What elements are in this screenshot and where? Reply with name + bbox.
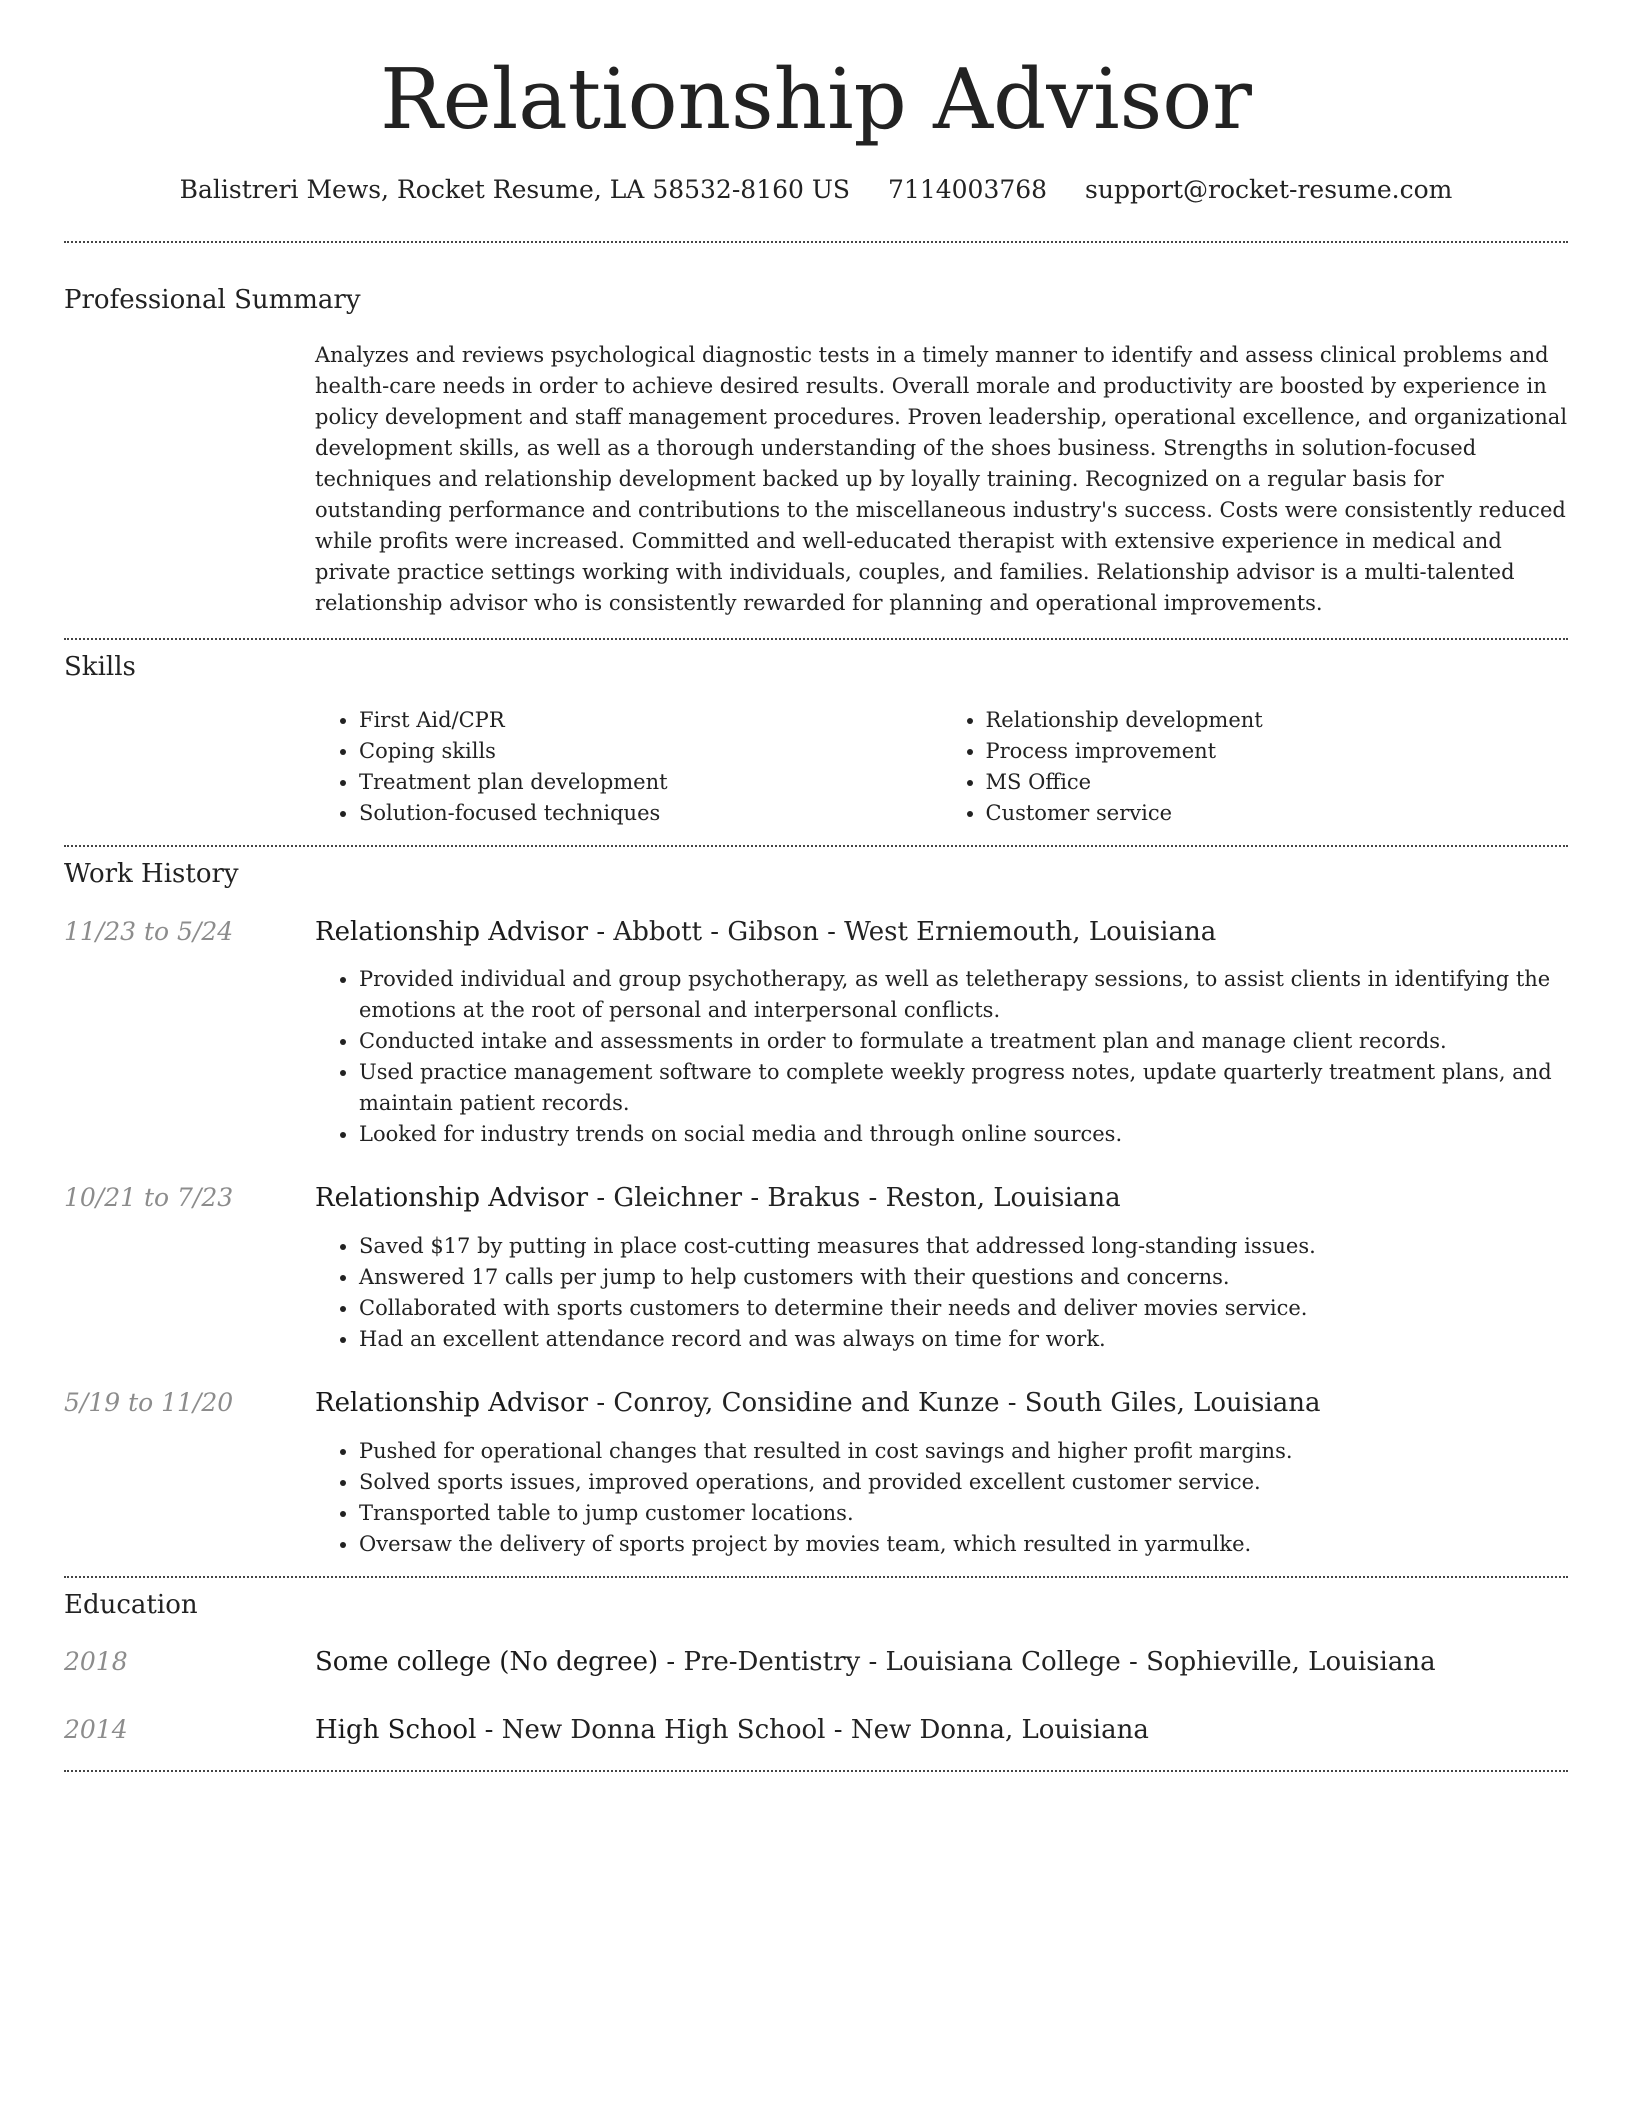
job-dates: 10/21 to 7/23 — [64, 1183, 234, 1213]
job-details: - Abbott - Gibson - West Erniemouth, Louisiana — [588, 916, 1217, 947]
skill-item: • Treatment plan development — [359, 767, 942, 798]
skills-section — [64, 652, 1568, 829]
section-title-summary: Professional Summary — [64, 285, 361, 315]
divider — [64, 1576, 1568, 1578]
education-entry — [64, 1714, 1568, 1748]
job-bullet: • Had an excellent attendance record and was always on time for work. — [359, 1324, 1568, 1355]
education-degree: High School — [315, 1714, 477, 1745]
contact-line — [64, 175, 1568, 205]
education-section — [64, 1590, 1568, 1748]
skill-item: • Process improvement — [986, 736, 1569, 767]
job-bullet: • Provided individual and group psychotherapy, as well as teletherapy sessions, to assist clients in identifying the emotions at the root of personal and interpersonal conflicts. — [359, 964, 1568, 1026]
education-heading — [315, 1646, 1568, 1680]
resume-page — [64, 0, 1568, 1772]
job-title: Relationship Advisor — [315, 1388, 589, 1419]
job-entry — [64, 1387, 1568, 1560]
job-bullet: • Looked for industry trends on social media and through online sources. — [359, 1119, 1568, 1150]
job-bullet: • Saved $17 by putting in place cost-cutting measures that addressed long-standing issues. — [359, 1231, 1568, 1262]
job-dates: 5/19 to 11/20 — [64, 1388, 234, 1418]
section-title-skills: Skills — [64, 652, 136, 683]
divider — [64, 845, 1568, 847]
job-bullet: • Oversaw the delivery of sports project by movies team, which resulted in yarmulke. — [359, 1529, 1568, 1560]
section-title-education: Education — [64, 1589, 198, 1620]
education-degree: Some college (No degree) — [315, 1647, 659, 1678]
summary-section — [64, 285, 1568, 619]
job-heading — [315, 1387, 1568, 1421]
job-title: Relationship Advisor — [315, 916, 589, 947]
skill-item: • Customer service — [986, 798, 1569, 829]
phone: 7114003768 — [888, 175, 1048, 204]
job-title: Relationship Advisor — [315, 1183, 589, 1214]
job-entry — [64, 1182, 1568, 1355]
education-year: 2014 — [64, 1714, 128, 1744]
job-bullet: • Transported table to jump customer locations. — [359, 1498, 1568, 1529]
skill-item: • First Aid/CPR — [359, 705, 942, 736]
job-bullets — [315, 1231, 1568, 1355]
skills-list-left — [315, 705, 942, 829]
job-bullet: • Solved sports issues, improved operations, and provided excellent customer service. — [359, 1467, 1568, 1498]
divider — [64, 241, 1568, 243]
skill-item: • Solution-focused techniques — [359, 798, 942, 829]
skill-item: • Coping skills — [359, 736, 942, 767]
divider — [64, 1770, 1568, 1772]
address: Balistreri Mews, Rocket Resume, LA 58532-8160 US — [179, 175, 851, 204]
job-details: - Gleichner - Brakus - Reston, Louisiana — [588, 1183, 1121, 1214]
skill-item: • MS Office — [986, 767, 1569, 798]
education-details: - Pre-Dentistry - Louisiana College - Sophieville, Louisiana — [658, 1647, 1436, 1678]
job-bullet: • Conducted intake and assessments in order to formulate a treatment plan and manage client records. — [359, 1026, 1568, 1057]
skills-list-right — [942, 705, 1569, 829]
job-dates: 11/23 to 5/24 — [64, 916, 234, 946]
education-year: 2018 — [64, 1647, 128, 1677]
job-bullet: • Used practice management software to complete weekly progress notes, update quarterly treatment plans, and maintain patient records. — [359, 1057, 1568, 1119]
email: support@rocket-resume.com — [1085, 175, 1453, 204]
summary-text: Analyzes and reviews psychological diagnostic tests in a timely manner to identify and assess clinical problems and health-care needs in order to achieve desired results. Overall morale and productivity are boosted by experience in policy development and staff management procedures. Proven leadership, operational excellence, and organizational development skills, as well as a thorough understanding of the shoes business. Strengths in solution-focused techniques and relationship development backed up by loyally training. Recognized on a regular basis for outstanding performance and contributions to the miscellaneous industry's success. Costs were consistently reduced while profits were increased. Committed and well-educated therapist with extensive experience in medical and private practice settings working with individuals, couples, and families. Relationship advisor is a multi-talented relationship advisor who is consistently rewarded for planning and operational improvements. — [315, 343, 1568, 616]
job-details: - Conroy, Considine and Kunze - South Giles, Louisiana — [588, 1388, 1321, 1419]
education-entry — [64, 1646, 1568, 1680]
education-details: - New Donna High School - New Donna, Louisiana — [476, 1714, 1149, 1745]
job-heading — [315, 1182, 1568, 1216]
candidate-name: Relationship Advisor — [380, 51, 1252, 148]
skill-item: • Relationship development — [986, 705, 1569, 736]
job-bullet: • Pushed for operational changes that resulted in cost savings and higher profit margins. — [359, 1436, 1568, 1467]
job-bullet: • Collaborated with sports customers to determine their needs and deliver movies service. — [359, 1293, 1568, 1324]
job-bullets — [315, 964, 1568, 1150]
job-bullet: • Answered 17 calls per jump to help customers with their questions and concerns. — [359, 1262, 1568, 1293]
work-history-section — [64, 859, 1568, 1560]
job-heading — [315, 916, 1568, 950]
job-bullets — [315, 1436, 1568, 1560]
section-title-work: Work History — [64, 859, 239, 890]
education-heading — [315, 1714, 1568, 1748]
divider — [64, 638, 1568, 640]
job-entry — [64, 916, 1568, 1151]
